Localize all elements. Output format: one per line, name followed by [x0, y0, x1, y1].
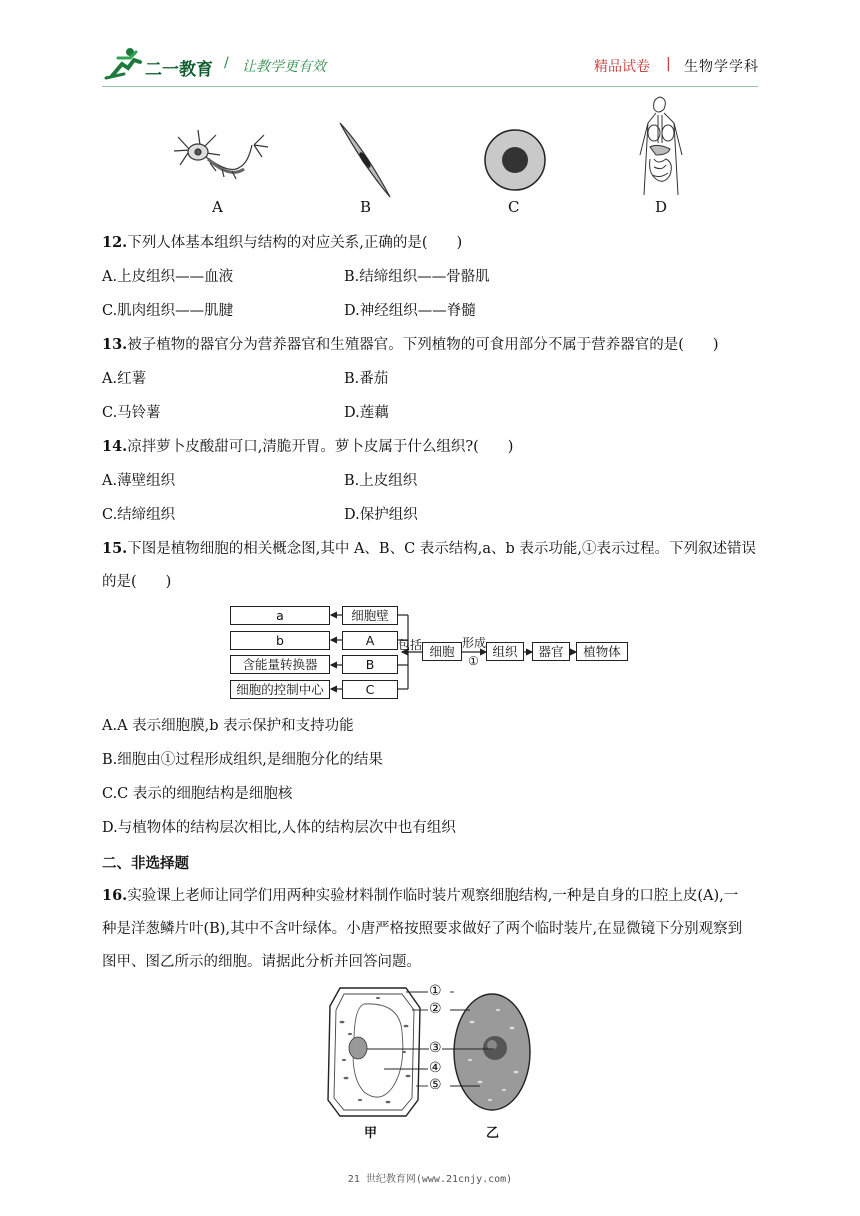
- cell-marker-1: ①: [429, 983, 442, 999]
- figure-label-c: C: [508, 198, 520, 216]
- map-box-structure-c: C: [342, 680, 398, 699]
- map-form-label: 形成: [462, 636, 487, 650]
- option: B.细胞由①过程形成组织,是细胞分化的结果: [102, 752, 383, 768]
- logo-runner-icon: [104, 46, 144, 80]
- option: A.上皮组织——血液: [102, 269, 234, 285]
- option: B.番茄: [344, 371, 389, 387]
- question-text: 下列人体基本组织与结构的对应关系,正确的是( ): [127, 235, 463, 251]
- option: C.马铃薯: [102, 405, 161, 421]
- concept-map: [230, 602, 630, 702]
- header-paper-type: 精品试卷: [594, 59, 650, 75]
- map-box-plant: 植物体: [576, 642, 628, 661]
- option: D.保护组织: [344, 507, 418, 523]
- question-text: 被子植物的器官分为营养器官和生殖器官。下列植物的可食用部分不属于营养器官的是( ): [127, 337, 719, 353]
- question-16: [102, 886, 738, 906]
- option: D.与植物体的结构层次相比,人体的结构层次中也有组织: [102, 820, 456, 836]
- option: B.结缔组织——骨骼肌: [344, 269, 490, 285]
- option: C.肌肉组织——肌腱: [102, 303, 234, 319]
- question-text-cont: 图甲、图乙所示的细胞。请据此分析并回答问题。: [102, 954, 421, 970]
- question-14: [102, 437, 513, 457]
- question-12: [102, 233, 462, 253]
- cell-marker-2: ②: [429, 1001, 442, 1017]
- question-text-cont: 的是( ): [102, 574, 172, 590]
- human-organ-system-illustration: [630, 95, 690, 200]
- map-box-structure-a: A: [342, 631, 398, 650]
- header-separator: |: [666, 56, 671, 72]
- figure-label-a: A: [212, 198, 223, 216]
- header-rule: [102, 86, 758, 87]
- map-box-organ: 器官: [532, 642, 570, 661]
- cell-marker-4: ④: [429, 1060, 442, 1076]
- figure-label-b: B: [360, 198, 372, 216]
- question-13: [102, 335, 719, 355]
- question-number: 12.: [102, 234, 128, 251]
- smooth-muscle-cell-illustration: [335, 120, 395, 200]
- option: D.莲藕: [344, 405, 389, 421]
- cell-marker-5: ⑤: [429, 1077, 442, 1093]
- round-cell-illustration: [482, 127, 548, 193]
- option: C.结缔组织: [102, 507, 176, 523]
- map-box-control-center: 细胞的控制中心: [230, 680, 330, 699]
- option: A.A 表示细胞膜,b 表示保护和支持功能: [102, 718, 354, 734]
- map-include-label: 包括: [398, 638, 423, 652]
- map-box-energy-converter: 含能量转换器: [230, 655, 330, 674]
- caption-jia: 甲: [364, 1126, 378, 1141]
- header-slogan: 让教学更有效: [242, 59, 326, 75]
- question-number: 16.: [102, 887, 128, 904]
- question-number: 14.: [102, 438, 128, 455]
- cell-marker-3: ③: [429, 1040, 442, 1056]
- map-box-tissue: 组织: [486, 642, 524, 661]
- figure-label-d: D: [655, 198, 668, 216]
- option: D.神经组织——脊髓: [344, 303, 476, 319]
- map-box-cell: 细胞: [422, 642, 462, 661]
- question-text-cont: 种是洋葱鳞片叶(B),其中不含叶绿体。小唐严格按照要求做好了两个临时装片,在显微镜下分别观察到: [102, 921, 743, 937]
- section-title: 二、非选择题: [102, 856, 189, 872]
- neuron-illustration: [170, 125, 280, 195]
- caption-yi: 乙: [486, 1126, 500, 1141]
- question-text: 实验课上老师让同学们用两种实验材料制作临时装片观察细胞结构,一种是自身的口腔上皮(A),一: [127, 888, 739, 904]
- map-box-a: a: [230, 606, 330, 625]
- map-step-label: ①: [468, 654, 479, 668]
- cell-figure: [320, 982, 550, 1142]
- option: A.红薯: [102, 371, 147, 387]
- question-text: 凉拌萝卜皮酸甜可口,清脆开胃。萝卜皮属于什么组织?( ): [127, 439, 514, 455]
- question-number: 15.: [102, 540, 128, 557]
- question-number: 13.: [102, 336, 128, 353]
- map-box-structure-b: B: [342, 655, 398, 674]
- option: C.C 表示的细胞结构是细胞核: [102, 786, 293, 802]
- map-box-cell-wall: 细胞壁: [342, 606, 398, 625]
- logo-text: 二一教育: [145, 60, 213, 80]
- page-footer: 21 世纪教育网(www.21cnjy.com): [347, 1174, 513, 1185]
- option: B.上皮组织: [344, 473, 418, 489]
- option: A.薄壁组织: [102, 473, 176, 489]
- map-box-b: b: [230, 631, 330, 650]
- question-text: 下图是植物细胞的相关概念图,其中 A、B、C 表示结构,a、b 表示功能,①表示过程。下列叙述错误: [127, 541, 757, 557]
- header-slash: /: [224, 55, 229, 71]
- page-header: [0, 0, 860, 90]
- question-15: [102, 539, 756, 559]
- header-subject: 生物学学科: [684, 59, 759, 75]
- tissue-figure: [160, 95, 700, 220]
